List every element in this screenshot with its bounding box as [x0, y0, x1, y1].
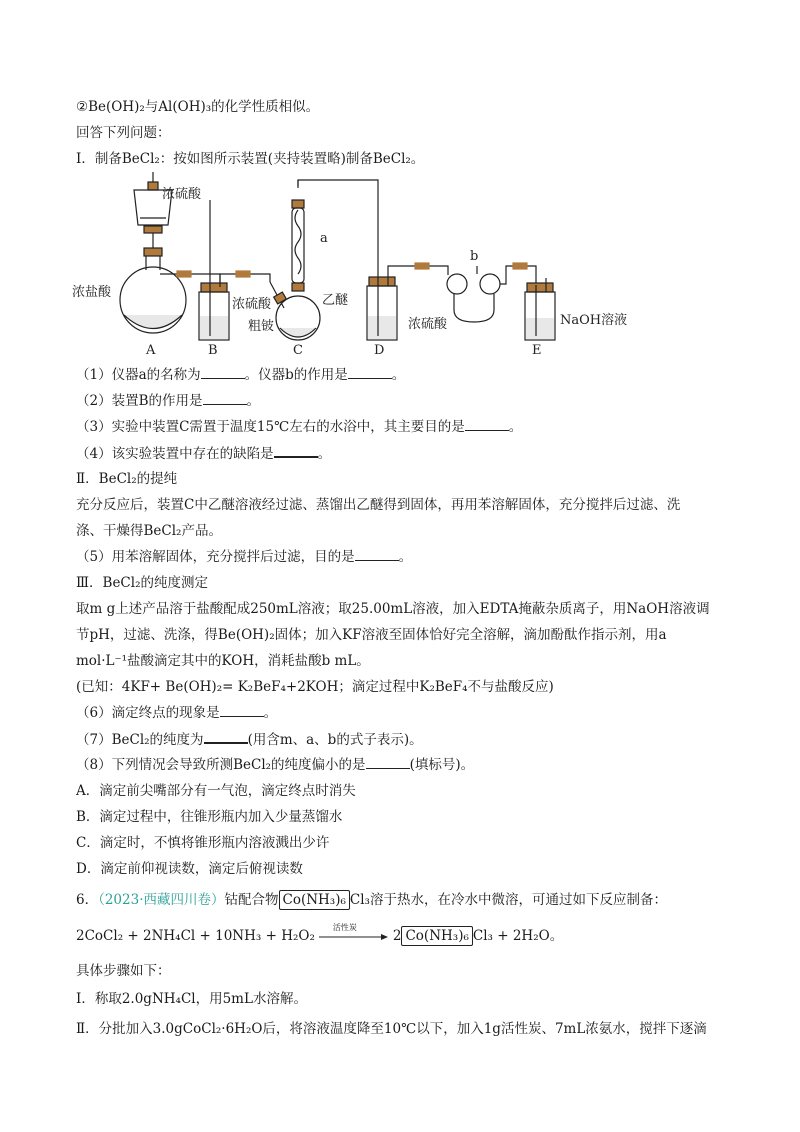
label-B: B [208, 343, 218, 358]
answer-blank [220, 704, 264, 717]
section-3-title: Ⅲ．BeCl₂的纯度测定 [76, 575, 208, 591]
option-c: C．滴定时，不慎将锥形瓶内溶液溅出少许 [76, 835, 330, 851]
label-a: a [320, 231, 328, 246]
line-1: ②Be(OH)₂与Al(OH)₃的化学性质相似。 [76, 99, 320, 115]
answer-blank [201, 366, 245, 379]
answer-blank [204, 730, 248, 744]
complex-formula: Co(NH₃)₆ [279, 890, 350, 910]
paragraph-3c: mol·L⁻¹盐酸滴定其中的KOH，消耗盐酸b mL。 [76, 653, 370, 669]
label-crude-be: 粗铍 [248, 319, 275, 334]
option-d: D．滴定前仰视读数，滴定后俯视读数 [76, 861, 303, 877]
paragraph-2b: 涤、干燥得BeCl₂产品。 [76, 523, 222, 539]
option-b: B．滴定过程中，往锥形瓶内加入少量蒸馏水 [76, 809, 343, 825]
answer-blank [203, 392, 247, 405]
question-3: （3）实验中装置C需置于温度15℃左右的水浴中，其主要目的是 。 [76, 419, 523, 435]
paragraph-3d: (已知：4KF+ Be(OH)₂= K₂BeF₄+2KOH；滴定过程中K₂BeF₄不与盐酸反应) [76, 679, 554, 695]
answer-blank [274, 444, 318, 458]
question-6-header: 6．（2023·西藏四川卷）钴配合物 Co(NH₃)₆ Cl₃溶于热水，在冷水中微溶，可通过如下反应制备： [76, 892, 667, 908]
label-b: b [470, 249, 479, 264]
label-E: E [532, 343, 542, 358]
steps-intro: 具体步骤如下： [76, 963, 171, 979]
paragraph-3b: 节pH，过滤、洗涤，得Be(OH)₂固体；加入KF溶液至固体恰好完全溶解，滴加酚酞作指示剂，用a [76, 627, 667, 643]
paragraph-2a: 充分反应后，装置C中乙醚溶液经过滤、蒸馏出乙醚得到固体，再用苯溶解固体，充分搅拌后过滤、洗 [76, 497, 681, 513]
step-2: Ⅱ．分批加入3.0gCoCl₂·6H₂O后，将溶液温度降至10℃以下，加入1g活性炭、7mL浓氨水，搅拌下逐滴 [76, 1021, 707, 1037]
question-source: （2023·西藏四川卷） [98, 892, 225, 908]
label-conc-h2so4-b: 浓硫酸 [232, 297, 272, 312]
apparatus-diagram [70, 170, 650, 360]
label-ether: 乙醚 [322, 293, 349, 308]
answer-blank [355, 548, 399, 561]
section-1-title: Ⅰ．制备BeCl₂：按如图所示装置(夹持装置略)制备BeCl₂。 [76, 151, 425, 167]
label-C: C [293, 343, 303, 358]
section-2-title: Ⅱ．BeCl₂的提纯 [76, 471, 178, 487]
question-5: （5）用苯溶解固体，充分搅拌后过滤，目的是 。 [76, 549, 413, 565]
label-conc-hcl: 浓盐酸 [72, 285, 112, 300]
question-4: （4）该实验装置中存在的缺陷是 。 [76, 446, 332, 462]
paragraph-3a: 取m g上述产品溶于盐酸配成250mL溶液；取25.00mL溶液，加入EDTA掩蔽杂质离子，用NaOH溶液调 [76, 601, 710, 617]
option-a: A．滴定前尖嘴部分有一气泡，滴定终点时消失 [76, 783, 356, 799]
answer-blank [465, 418, 509, 431]
label-D: D [374, 343, 385, 358]
label-conc-h2so4-top: 浓硫酸 [162, 187, 202, 202]
question-8: （8）下列情况会导致所测BeCl₂的纯度偏小的是 (填标号)。 [76, 757, 475, 773]
question-6: （6）滴定终点的现象是 。 [76, 705, 278, 721]
reaction-arrow: 活性炭 [319, 933, 389, 941]
label-naoh: NaOH溶液 [560, 313, 628, 328]
reaction-equation: 2CoCl₂ + 2NH₄Cl + 10NH₃ + H₂O₂ 活性炭 2 Co(NH₃)₆ Cl₃ + 2H₂O。 [76, 922, 564, 944]
question-7: （7）BeCl₂的纯度为 (用含m、a、b的式子表示)。 [76, 732, 423, 748]
label-conc-h2so4-d: 浓硫酸 [408, 317, 448, 332]
complex-formula-eq: Co(NH₃)₆ [401, 926, 472, 946]
step-1: Ⅰ．称取2.0gNH₄Cl，用5mL水溶解。 [76, 991, 307, 1007]
question-1: （1）仪器a的名称为 。仪器b的作用是 。 [76, 367, 406, 383]
label-A: A [146, 343, 156, 358]
answer-blank [348, 366, 392, 379]
question-2: （2）装置B的作用是 。 [76, 393, 261, 409]
answer-blank [366, 756, 410, 769]
line-2: 回答下列问题： [76, 125, 171, 141]
